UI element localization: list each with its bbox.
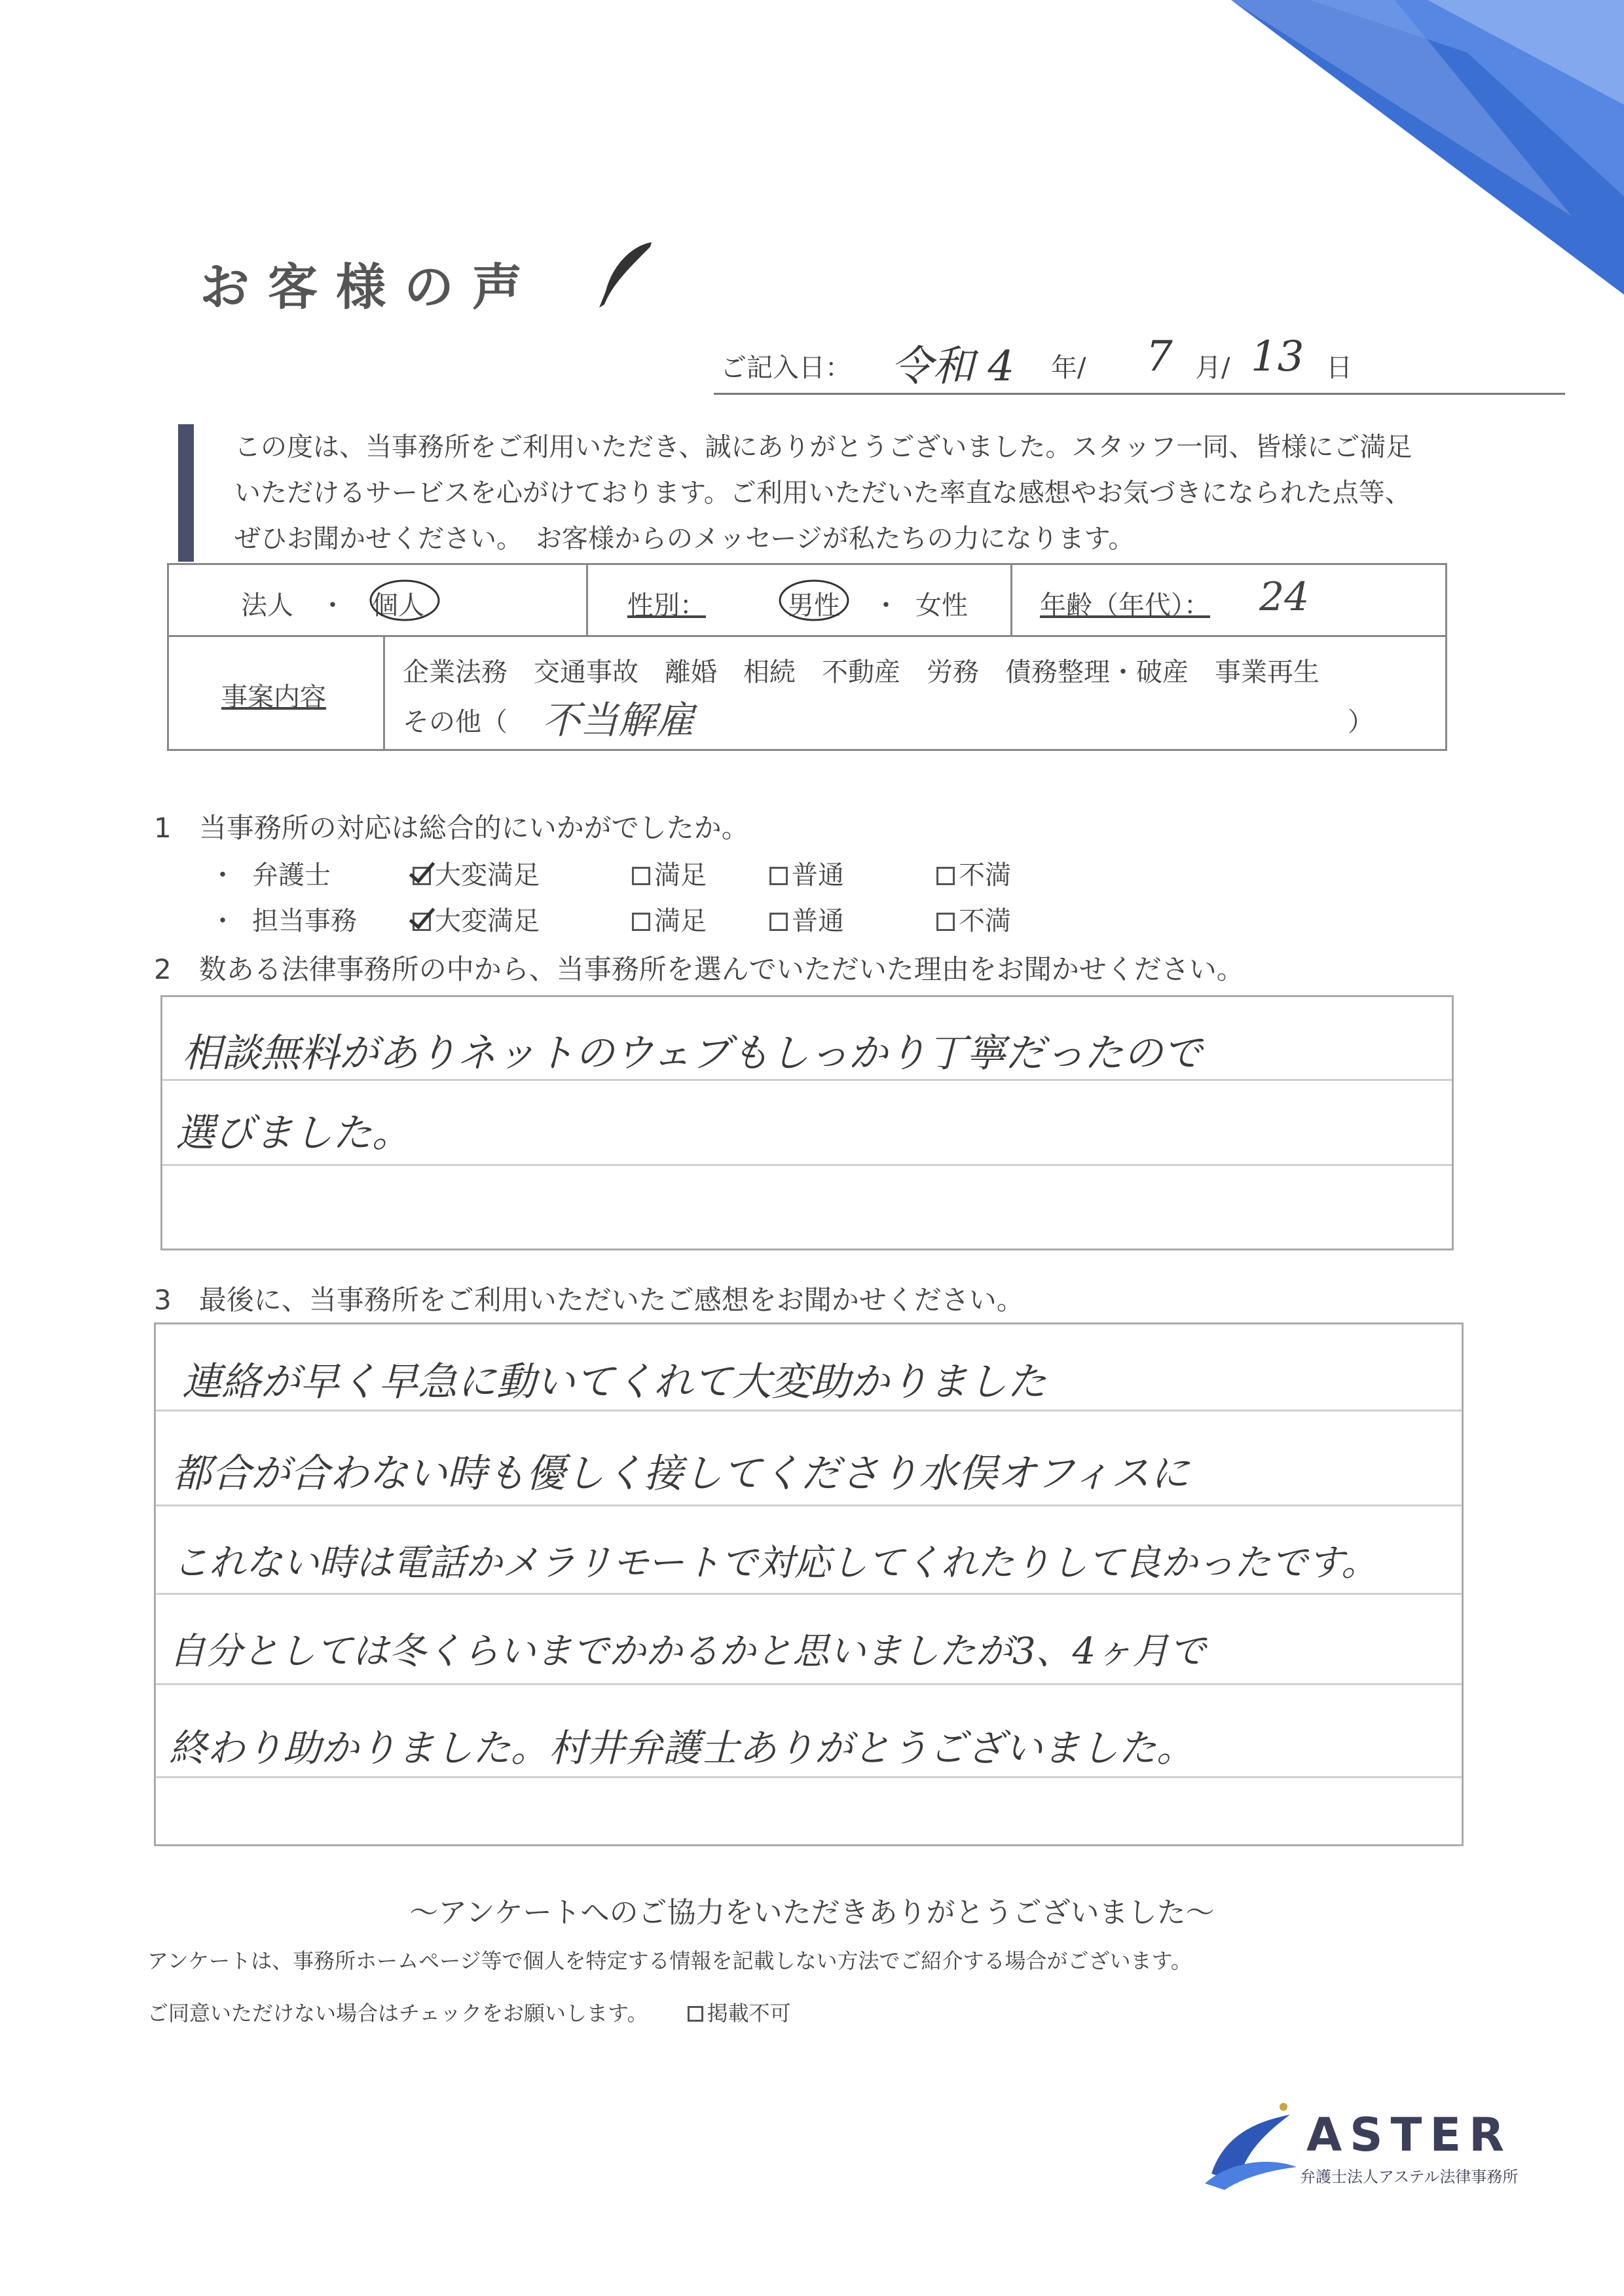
q1-row-label: 担当事務 — [252, 906, 357, 936]
other-value: 不当解雇 — [542, 698, 695, 742]
q2-title: 2 数ある法律事務所の中から、当事務所を選んでいただいた理由をお聞かせください。 — [154, 953, 1244, 985]
ruled-line — [156, 1683, 1462, 1685]
case-label: 事案内容 — [221, 682, 326, 712]
ruled-line — [156, 1776, 1462, 1778]
circle-mark-individual — [365, 577, 444, 624]
circle-mark-male — [775, 577, 853, 624]
q1-lawyer-opt-satisfied[interactable] — [632, 854, 707, 892]
intro-line: ぜひお聞かせください。 お客様からのメッセージが私たちの力になります。 — [234, 524, 1135, 554]
table-divider — [383, 635, 385, 749]
other-close: ） — [1348, 707, 1374, 737]
q1-staff-opt-normal[interactable] — [769, 900, 844, 938]
gender-female: 女性 — [915, 591, 968, 621]
q1-staff-opt-satisfied[interactable] — [632, 900, 707, 938]
checkbox-checked[interactable] — [413, 913, 431, 931]
checkbox[interactable] — [632, 867, 650, 885]
q1-lawyer-opt-dissatisfied[interactable] — [936, 854, 1011, 892]
option-label: 満足 — [654, 860, 707, 890]
date-month: 7 — [1146, 333, 1173, 381]
checkbox-checked[interactable] — [413, 867, 431, 885]
option-label: 不満 — [959, 906, 1011, 936]
option-label: 不満 — [959, 860, 1011, 890]
table-divider — [1010, 565, 1012, 635]
ruled-line — [162, 1164, 1452, 1166]
date-year-suffix: 年/ — [1051, 353, 1086, 383]
q1-staff-opt-very-satisfied[interactable] — [413, 900, 540, 938]
q1-title: 1 当事務所の対応は総合的にいかがでしたか。 — [154, 812, 749, 844]
date-day: 13 — [1251, 333, 1304, 381]
q2-answer-line: 選びました。 — [175, 1110, 411, 1156]
date-day-suffix: 日 — [1326, 353, 1352, 383]
ruled-line — [156, 1504, 1462, 1506]
option-label: 大変満足 — [435, 860, 540, 890]
checkbox[interactable] — [688, 2006, 703, 2022]
intro-text — [234, 424, 1505, 562]
client-type-label: 法人 ・ 個人 — [241, 591, 424, 621]
q1-lawyer-opt-very-satisfied[interactable] — [413, 854, 540, 892]
info-table — [167, 563, 1447, 751]
q1-bullet: ・ — [210, 860, 236, 890]
table-divider — [586, 565, 588, 635]
option-label: 満足 — [654, 906, 707, 936]
checkbox[interactable] — [632, 913, 650, 931]
date-row — [714, 327, 1565, 395]
checkbox[interactable] — [936, 867, 955, 885]
age-label: 年齢（年代）： — [1040, 591, 1210, 621]
footer-note: アンケートは、事務所ホームページ等で個人を特定する情報を記載しない方法でご紹介する場合がございます。 — [147, 1948, 1192, 1973]
logo-name: ASTER — [1306, 2108, 1513, 2162]
date-label: ご記入日： — [720, 353, 851, 383]
logo-subtitle: 弁護士法人アステル法律事務所 — [1300, 2168, 1519, 2186]
q2-answer-line: 相談無料がありネットのウェブもしっかり丁寧だったので — [182, 1030, 1202, 1076]
age-value: 24 — [1259, 574, 1310, 620]
q3-answer-line: 連絡が早く早急に動いてくれて大変助かりました — [182, 1359, 1046, 1405]
q3-answer-box[interactable] — [154, 1322, 1464, 1846]
date-era-year: 令和 4 — [891, 342, 1015, 391]
intro-accent-bar — [178, 424, 194, 562]
q1-staff-opt-dissatisfied[interactable] — [936, 900, 1011, 938]
corner-decoration — [1231, 0, 1624, 301]
date-month-suffix: 月/ — [1195, 353, 1230, 383]
checkbox[interactable] — [769, 867, 788, 885]
other-label: その他（ — [403, 707, 507, 737]
q1-bullet: ・ — [210, 906, 236, 936]
page-title: お客様の声 — [200, 258, 540, 316]
q2-answer-box[interactable] — [160, 995, 1454, 1250]
intro-line: いただけるサービスを心がけております。ご利用いただいた率直な感想やお気づきになられた点等、 — [234, 478, 1411, 508]
option-label: 大変満足 — [435, 906, 540, 936]
gender-label: 性別： — [627, 591, 706, 621]
ruled-line — [156, 1593, 1462, 1595]
q3-answer-line: 都合が合わない時も優しく接してくださり水俣オフィスに — [172, 1451, 1190, 1497]
intro-line: この度は、当事務所をご利用いただき、誠にありがとうございました。スタッフ一同、皆様にご満足 — [234, 432, 1412, 462]
ruled-line — [156, 1410, 1462, 1412]
no-publish-label: 掲載不可 — [707, 2001, 791, 2026]
checkbox[interactable] — [769, 913, 788, 931]
q3-answer-line: これない時は電話かメラリモートで対応してくれたりして良かったです。 — [172, 1542, 1378, 1584]
q1-row-label: 弁護士 — [252, 860, 331, 890]
quill-icon — [593, 239, 655, 311]
q3-answer-line: 自分としては冬くらいまでかかるかと思いましたが3、4ヶ月で — [169, 1630, 1206, 1673]
footer-consent-text: ご同意いただけない場合はチェックをお願いします。 — [147, 2001, 648, 2026]
table-divider — [169, 635, 1445, 637]
gender-separator: ・ — [873, 591, 899, 621]
option-label: 普通 — [792, 906, 844, 936]
option-label: 普通 — [792, 860, 844, 890]
case-options: 企業法務 交通事故 離婚 相続 不動産 労務 債務整理・破産 事業再生 — [403, 657, 1320, 687]
gender-male: 男性 — [788, 591, 840, 621]
aster-logo-icon — [1198, 2095, 1303, 2193]
q3-answer-line: 終わり助かりました。村井弁護士ありがとうございました。 — [169, 1726, 1195, 1770]
ruled-line — [162, 1079, 1452, 1081]
footer-consent — [147, 1997, 791, 2027]
checkbox[interactable] — [936, 913, 955, 931]
footer-thanks: 〜アンケートへのご協力をいただきありがとうございました〜 — [409, 1896, 1215, 1929]
no-publish-option[interactable] — [688, 2001, 791, 2026]
q3-title: 3 最後に、当事務所をご利用いただいたご感想をお聞かせください。 — [154, 1284, 1024, 1316]
q1-lawyer-opt-normal[interactable] — [769, 854, 844, 892]
